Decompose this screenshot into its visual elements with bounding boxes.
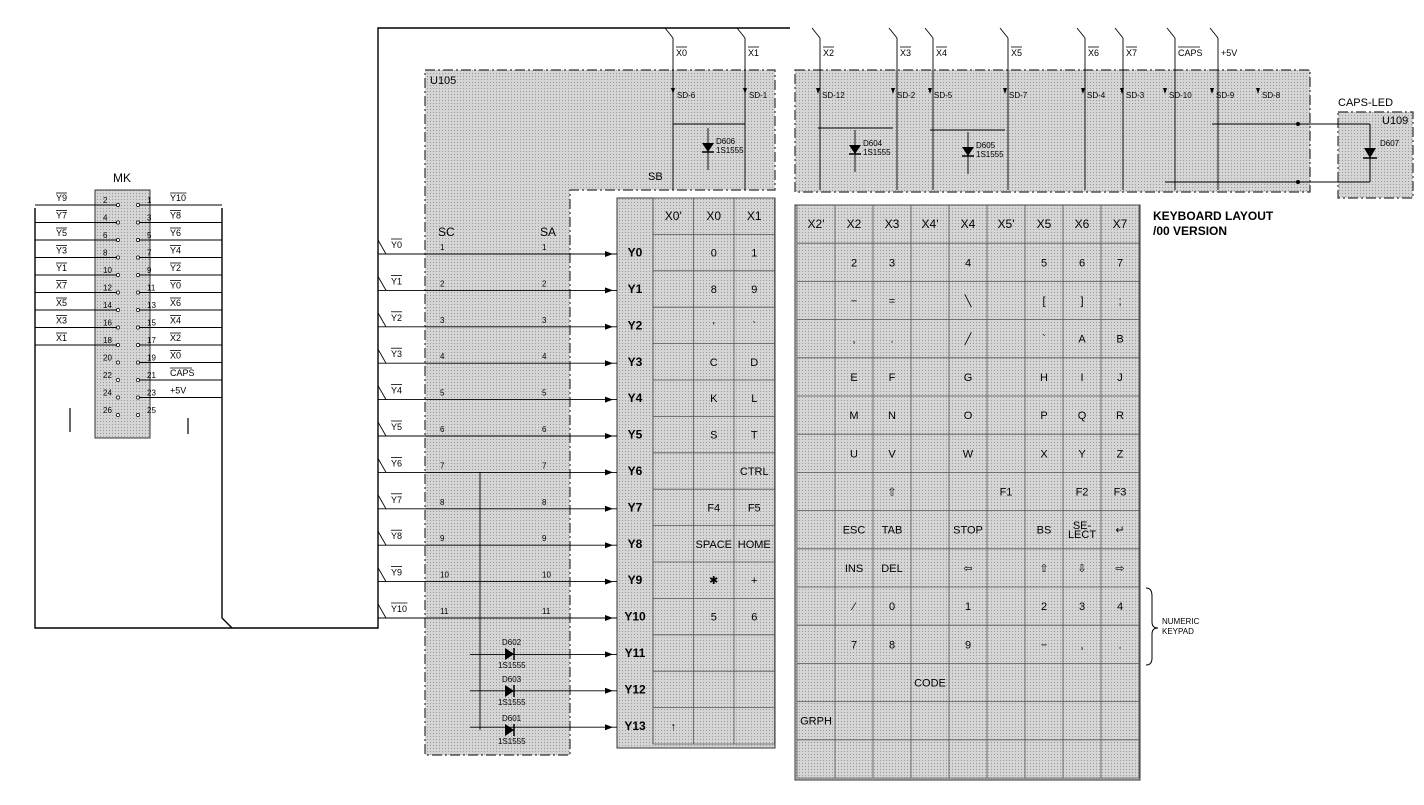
sc-pin: 5 [440,388,445,398]
connector-bus-wire-right [222,208,232,628]
row-arrow-icon [605,724,613,730]
bus-tap [378,531,386,545]
row-signal-label: Y0 [391,240,403,250]
top-signal-label: X4 [936,48,948,58]
sc-pin: 8 [440,497,445,507]
row-signal-label: Y1 [391,276,403,287]
u109-node-bottom [1296,180,1300,184]
connector-pin-number: 25 [147,406,156,415]
key-label: 3 [1078,601,1086,614]
bus-tap [378,349,386,363]
row-signal-label: Y9 [391,567,403,578]
grid-column-header: X4 [960,217,976,232]
key-label: Y [1078,448,1086,461]
diode-name: D606 [716,137,736,146]
keypad-brace [1146,588,1158,665]
key-label: O [963,410,973,423]
row-arrow-icon [605,542,613,548]
connector-pin-number: 6 [103,231,108,240]
top-signal-label: X1 [748,48,760,58]
key-label: G [963,371,973,384]
key-label: ⇩ [1077,562,1087,575]
sd-label: SD-2 [897,91,916,100]
connector-pin-number: 24 [103,388,112,398]
connector-signal-label: X6 [170,298,182,308]
top-signal-label: X0 [676,48,688,58]
row-signal-label: Y3 [391,349,403,360]
key-label: ESC [842,524,866,537]
diode-part: 1S1555 [498,661,526,670]
key-label: 4 [964,257,972,270]
keyboard-title-line2: /00 VERSION [1153,224,1228,238]
bus-tap [378,495,386,509]
key-label: LECT [1067,529,1097,542]
key-label: F2 [1075,486,1089,499]
pin-terminal [116,378,119,381]
key-label: C [709,356,718,369]
grid-row-label: Y2 [627,318,643,333]
sd-label: SD-12 [822,91,845,100]
sc-pin: 9 [440,534,445,544]
connector-pin-number: 1 [147,196,152,205]
grid-column-header: X4' [921,217,939,232]
connector-signal-label: Y6 [170,228,182,238]
connector-signal-label: X5 [56,298,68,308]
u109-name: U109 [1382,115,1409,127]
key-label: F [888,371,896,384]
key-label: B [1116,333,1124,346]
grid-row-label: Y13 [624,718,646,733]
connector-pin-number: 19 [147,353,156,363]
connector-signal-label: X3 [56,315,68,326]
row-arrow-icon [605,433,613,439]
key-label: 7 [1116,257,1124,270]
key-label: S [710,429,718,442]
u105-top-strip-right [795,70,1310,192]
grid-column-header: X2 [846,217,862,232]
grid-row-label: Y0 [627,245,643,260]
connector-signal-label: CAPS [170,368,195,378]
connector-signal-label: Y5 [56,228,68,238]
key-label: CTRL [739,466,769,478]
key-label: 5 [1040,257,1048,270]
grid-row-label: Y3 [627,354,643,369]
row-arrow-icon [605,651,613,657]
key-label: 0 [710,247,717,260]
connector-pin-number: 12 [103,283,112,293]
key-label: CODE [914,677,946,690]
key-label: M [849,410,859,423]
key-label: 1 [751,247,758,260]
connector-signal-label: X2 [170,333,182,343]
connector-signal-label: Y8 [170,210,182,221]
connector-pin-number: 11 [147,283,156,293]
key-label: ∕ [853,601,855,614]
u109-node-top [1296,122,1300,126]
sc-pin: 4 [440,352,445,362]
grid-row-label: Y11 [624,646,646,660]
key-label: ` [1042,333,1046,346]
key-label: DEL [881,562,903,575]
key-label: GRPH [800,715,832,728]
sc-pin: 6 [440,425,445,434]
key-label: , [1080,639,1084,652]
connector-pin-number: 14 [103,301,112,310]
sa-pin: 3 [542,315,547,325]
grid-row-label: Y5 [627,427,643,442]
top-signal-label: X6 [1088,48,1100,58]
key-label: T [750,429,758,442]
pin-terminal [116,361,119,364]
diode-part: 1S1555 [498,698,526,707]
connector-pin-number: 23 [147,388,156,398]
grid-column-header: X1 [746,209,762,224]
connector-signal-label: Y9 [56,193,68,203]
key-label: 6 [1078,257,1086,270]
sa-pin: 11 [542,607,551,616]
key-label: STOP [953,524,983,537]
grid-column-header: X2' [807,217,825,232]
bus-tap [925,28,933,38]
bus-tap [378,422,386,436]
bus-tap [1000,28,1008,38]
connector-signal-label: Y7 [56,210,68,221]
sd-label: SD-5 [934,91,953,100]
bus-tap [378,276,386,290]
bus-tap [378,458,386,472]
key-label: ⇧ [1039,562,1049,575]
bus-tap [378,568,386,582]
connector-signal-label: X7 [56,280,68,291]
row-arrow-icon [605,506,613,512]
top-signal-label: CAPS [1178,48,1203,58]
key-label: = [888,295,896,308]
diode-part: 1S1555 [863,148,891,157]
bus-tap [665,28,673,38]
key-label: ↵ [1115,524,1125,537]
connector-pin-number: 5 [147,231,152,240]
key-label: Q [1077,410,1087,423]
keypad-label-1: NUMERIC [1162,617,1200,626]
key-label: A [1078,333,1086,346]
sa-pin: 6 [542,425,547,434]
grid-column-header: X0' [664,209,682,224]
row-signal-label: Y8 [391,531,403,542]
grid-row-label: Y10 [624,609,646,624]
sd-label: SD-9 [1216,91,1235,100]
key-label: F4 [707,502,721,515]
diode-name: D605 [976,141,996,150]
sb-label: SB [648,171,663,183]
key-label: 6 [751,611,758,624]
key-label: F5 [747,502,761,515]
bus-tap [1210,28,1218,38]
key-label: INS [844,562,864,575]
row-signal-label: Y4 [391,385,403,396]
connector-signal-label: X1 [56,333,68,343]
key-label: K [710,393,718,406]
sd-label: SD-4 [1087,91,1106,100]
diode-part: 1S1555 [498,737,526,746]
top-signal-label: +5V [1221,48,1238,58]
connector-pin-number: 10 [103,266,112,275]
key-label: ' [712,320,715,333]
bus-tap [378,240,386,254]
sc-pin: 11 [440,607,449,616]
key-label: − [1040,639,1048,652]
bus-tap [889,28,897,38]
row-arrow-icon [605,287,613,293]
key-label: U [850,448,858,461]
diode-part: 1S1555 [976,150,1004,159]
key-label: F3 [1113,486,1127,499]
key-label: 4 [1116,601,1124,614]
sa-pin: 4 [542,352,547,362]
grid-column-header: X5' [997,217,1015,232]
key-label: . [890,333,894,346]
sa-pin: 8 [542,497,547,507]
key-label: Z [1116,448,1124,461]
key-label: ` [752,320,757,333]
bus-tap [378,313,386,327]
key-label: H [1040,371,1048,384]
sd-label: SD-3 [1126,91,1145,100]
connector-body [95,190,150,438]
key-label: 7 [850,639,858,652]
connector-pin-number: 15 [147,318,156,328]
connector-pin-number: 8 [103,248,108,258]
row-arrow-icon [605,615,613,621]
row-signal-label: Y7 [391,494,403,505]
grid-row-label: Y8 [627,536,643,551]
pin-terminal [116,396,119,399]
row-arrow-icon [605,469,613,475]
key-label: 9 [751,284,758,296]
u105-name: U105 [430,75,457,87]
key-label: W [962,448,974,461]
key-label: N [888,410,896,423]
grid-column-header: X7 [1112,217,1128,232]
key-label: 1 [964,601,972,614]
connector-pin-number: 2 [103,196,108,205]
sc-pin: 7 [440,461,445,471]
key-label: 8 [888,639,896,652]
key-label: 9 [964,639,972,652]
key-label: ↑ [670,720,676,733]
grid-row-label: Y9 [627,573,643,588]
key-label: 2 [1040,601,1048,614]
key-label: F1 [999,486,1013,499]
sa-label: SA [540,225,557,239]
row-signal-label: Y10 [391,604,408,614]
connector-signal-label: Y2 [170,263,182,273]
key-label: BS [1036,524,1052,537]
grid-row-label: Y1 [627,282,643,296]
bus-tap [1077,28,1085,38]
key-label: SPACE [695,538,732,551]
bus-tap [737,28,745,38]
key-label: , [852,333,856,346]
connector-pin-number: 4 [103,213,108,223]
diode-name: D602 [502,638,522,647]
sa-pin: 2 [542,279,547,289]
keyboard-title [1153,209,1274,238]
sc-pin: 3 [440,315,445,325]
connector-pin-number: 16 [103,318,112,328]
top-signal-label: X7 [1126,48,1138,58]
bus-tap [378,386,386,400]
grid-column-header: X0 [706,209,722,224]
connector-signal-label: X0 [170,350,182,361]
connector-pin-number: 21 [147,371,156,380]
bus-tap [1115,28,1123,38]
grid-row-label: Y4 [627,391,643,406]
sa-pin: 9 [542,534,547,544]
connector-pin-number: 17 [147,336,156,345]
grid-row-label: Y7 [627,500,643,515]
connector-pin-number: 26 [103,406,112,415]
grid-row-label: Y12 [624,682,646,697]
connector-pin-number: 20 [103,353,112,363]
sa-pin: 1 [542,243,547,252]
sa-pin: 7 [542,461,547,471]
bus-tap [1167,28,1175,38]
sd-label: SD-10 [1169,91,1192,100]
connector-pin-number: 9 [147,266,152,275]
key-label: L [751,393,758,406]
sc-pin: 1 [440,243,445,252]
row-arrow-icon [605,688,613,694]
key-label: ╱ [964,333,972,346]
key-label: P [1040,410,1048,423]
sd-label: SD-8 [1262,91,1281,100]
key-label: 2 [850,257,858,270]
connector-pin-number: 7 [147,248,152,258]
diode-part: 1S1555 [716,146,744,155]
key-label: ; [1118,295,1122,308]
key-label: I [1080,371,1084,384]
grid-column-header: X5 [1036,217,1052,232]
grid-row-label: Y6 [627,464,643,478]
bus-tap [812,28,820,38]
grid-column-header: X3 [884,217,900,232]
key-label: + [751,575,758,588]
keypad-label-2: KEYPAD [1162,627,1194,636]
row-arrow-icon [605,360,613,366]
key-label: E [850,371,858,384]
row-arrow-icon [605,579,613,585]
key-label: X [1040,448,1048,461]
row-signal-label: Y2 [391,312,403,323]
bus-tap [378,604,386,618]
key-label: [ [1042,295,1046,308]
grid-column-header: X6 [1074,217,1090,232]
connector-pin-number: 13 [147,301,156,310]
key-label: 0 [888,601,896,614]
key-label: 5 [710,611,717,624]
key-label: ⇧ [887,486,897,499]
sc-label: SC [438,225,455,239]
pin-terminal [136,413,139,416]
key-label: ⇦ [963,562,973,575]
connector-signal-label: Y4 [170,245,182,256]
top-signal-label: X2 [823,48,835,58]
key-label: ] [1080,295,1084,308]
connector-signal-label: Y10 [170,193,187,203]
sd-label: SD-1 [749,91,768,100]
row-arrow-icon [605,251,613,257]
top-signal-label: X5 [1011,48,1023,58]
module-shading [425,70,1413,780]
key-label: V [888,448,896,461]
connector-signal-label: X4 [170,315,182,326]
key-label: SE- [1072,520,1092,533]
keyboard-title-line1: KEYBOARD LAYOUT [1153,209,1274,223]
sa-pin: 5 [542,388,547,398]
sd-label: SD-6 [677,91,696,100]
row-arrow-icon [605,397,613,403]
key-label: R [1116,410,1124,423]
connector-signal-label: Y3 [56,245,68,256]
connector-title: MK [113,171,131,185]
connector-signal-label: Y0 [170,280,182,291]
led-diode-label: D607 [1380,139,1400,148]
connector-pin-number: 18 [103,336,112,345]
key-label: − [850,295,858,308]
key-label: . [1118,639,1122,652]
u109-title: CAPS-LED [1338,97,1394,109]
key-label: HOME [737,538,771,551]
key-label: J [1117,371,1123,384]
key-label: 3 [888,257,896,270]
sd-label: SD-7 [1009,91,1028,100]
key-label: D [750,356,759,369]
connector-signal-label: Y1 [56,263,68,273]
numeric-keypad-note [1146,588,1200,665]
diode-name: D604 [863,139,883,148]
connector-pin-number: 22 [103,371,112,380]
diode-name: D601 [502,714,522,723]
diode-name: D603 [502,675,522,684]
key-label: TAB [881,524,903,537]
sa-pin: 10 [542,570,551,580]
sc-pin: 2 [440,279,445,289]
connector-signal-label: +5V [170,385,187,396]
row-arrow-icon [605,324,613,330]
key-label: ⇨ [1115,562,1125,575]
pin-terminal [116,413,119,416]
key-label: 8 [710,284,717,296]
row-signal-label: Y5 [391,422,403,432]
top-signal-label: X3 [900,48,912,58]
key-label: ╲ [964,295,972,308]
sc-pin: 10 [440,570,449,580]
key-label: ✱ [709,575,719,588]
connector-pin-number: 3 [147,213,152,223]
row-signal-label: Y6 [391,458,403,469]
